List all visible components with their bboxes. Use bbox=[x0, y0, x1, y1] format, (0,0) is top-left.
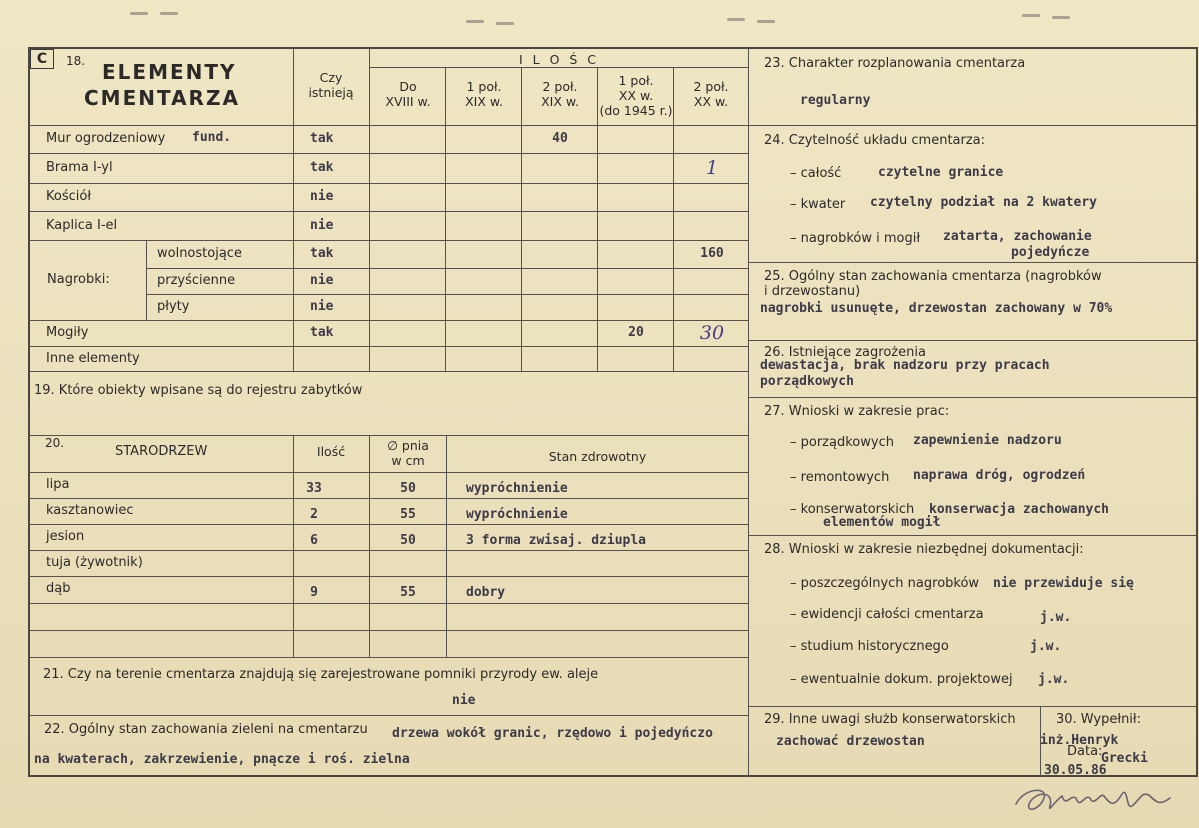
rule bbox=[28, 715, 748, 716]
form-title-line1: ELEMENTY bbox=[102, 60, 237, 84]
element-quantity: 40 bbox=[552, 131, 568, 146]
q23-label: 23. Charakter rozplanowania cmentarza bbox=[764, 56, 1026, 71]
rule bbox=[146, 294, 748, 295]
q27-item-3-label: – konserwatorskich bbox=[790, 502, 915, 517]
tree-name: tuja (żywotnik) bbox=[46, 555, 143, 570]
q25-label-1: 25. Ogólny stan zachowania cmentarza (nagrobków bbox=[764, 269, 1102, 284]
header-exists-1: Czy bbox=[319, 70, 343, 85]
element-exists: nie bbox=[310, 273, 334, 288]
element-label: Mogiły bbox=[46, 325, 89, 340]
rule bbox=[28, 153, 748, 154]
element-quantity: 20 bbox=[628, 325, 644, 340]
q28-item-4-label: – ewentualnie dokum. projektowej bbox=[790, 672, 1013, 687]
q27-item-1-label: – porządkowych bbox=[790, 435, 894, 450]
q28-item-2-answer: j.w. bbox=[1040, 610, 1072, 625]
q27-item-2-answer: naprawa dróg, ogrodzeń bbox=[913, 468, 1086, 483]
period-5-a: 2 poł. bbox=[693, 79, 729, 94]
tree-count: 2 bbox=[310, 507, 318, 522]
trees-diam-header-1: ∅ pnia bbox=[387, 438, 429, 453]
q25-label-2: i drzewostanu) bbox=[764, 284, 861, 299]
q22-answer-line1: drzewa wokół granic, rzędowo i pojedyńczo bbox=[392, 726, 713, 741]
tree-diameter: 55 bbox=[400, 507, 416, 522]
rule bbox=[28, 630, 748, 631]
element-label: wolnostojące bbox=[157, 246, 242, 261]
element-exists: tak bbox=[310, 246, 334, 261]
q25-answer: nagrobki usunuęte, drzewostan zachowany w 70% bbox=[760, 301, 1113, 316]
q28-item-3-answer: j.w. bbox=[1030, 639, 1062, 654]
element-exists: nie bbox=[310, 189, 334, 204]
section-badge: C bbox=[30, 49, 54, 69]
tree-diameter: 50 bbox=[400, 533, 416, 548]
rule bbox=[28, 435, 748, 436]
tree-name: dąb bbox=[46, 581, 71, 596]
q27-item-1-answer: zapewnienie nadzoru bbox=[913, 433, 1062, 448]
tree-name: lipa bbox=[46, 477, 70, 492]
q20-number: 20. bbox=[45, 436, 65, 450]
q23-answer: regularny bbox=[800, 93, 871, 108]
q28-label: 28. Wnioski w zakresie niezbędnej dokumentacji: bbox=[764, 542, 1084, 557]
q24-item-2-answer: czytelny podział na 2 kwatery bbox=[870, 195, 1097, 210]
col-divider bbox=[293, 49, 294, 371]
punch-mark bbox=[130, 12, 148, 15]
punch-mark bbox=[496, 22, 514, 25]
rule bbox=[748, 397, 1198, 398]
q26-label: 26. Istniejące zagrożenia bbox=[764, 345, 926, 360]
q24-item-3-answer-2: pojedyńcze bbox=[1011, 245, 1090, 260]
period-4-c: (do 1945 r.) bbox=[599, 103, 673, 118]
rule bbox=[28, 603, 748, 604]
rule bbox=[28, 498, 748, 499]
punch-mark bbox=[1022, 14, 1040, 17]
tree-count: 6 bbox=[310, 533, 318, 548]
q21-answer: nie bbox=[452, 693, 476, 708]
rule bbox=[28, 211, 748, 212]
q19-label: 19. Które obiekty wpisane są do rejestru zabytków bbox=[34, 383, 363, 398]
q27-item-3-answer-2: elementów mogił bbox=[823, 515, 941, 530]
punch-mark bbox=[757, 20, 775, 23]
q28-item-2-label: – ewidencji całości cmentarza bbox=[790, 607, 984, 622]
punch-mark bbox=[1052, 16, 1070, 19]
q24-item-2-label: – kwater bbox=[790, 197, 846, 212]
element-note: fund. bbox=[192, 130, 232, 145]
element-quantity: 30 bbox=[699, 322, 725, 344]
rule bbox=[748, 706, 1198, 707]
rule bbox=[28, 472, 748, 473]
q24-item-1-answer: czytelne granice bbox=[878, 165, 1004, 180]
rule bbox=[28, 371, 748, 372]
rule bbox=[748, 340, 1198, 341]
trees-diam-header-2: w cm bbox=[391, 453, 425, 468]
q24-item-3-label: – nagrobków i mogił bbox=[790, 231, 921, 246]
rule bbox=[370, 67, 748, 68]
element-exists: tak bbox=[310, 131, 334, 146]
trees-count-header: Ilość bbox=[316, 444, 346, 459]
element-exists: nie bbox=[310, 299, 334, 314]
tree-name: jesion bbox=[46, 529, 85, 544]
q30-label: 30. Wypełnił: bbox=[1056, 712, 1141, 727]
rule bbox=[28, 346, 748, 347]
rule bbox=[28, 550, 748, 551]
q21-label: 21. Czy na terenie cmentarza znajdują się zarejestrowane pomniki przyrody ew. aleje bbox=[43, 667, 599, 682]
rule bbox=[28, 240, 748, 241]
q29-answer: zachować drzewostan bbox=[776, 734, 925, 749]
tombstones-group-label: Nagrobki: bbox=[47, 272, 110, 287]
punch-mark bbox=[466, 20, 484, 23]
col-divider bbox=[521, 67, 522, 371]
col-divider bbox=[146, 240, 147, 320]
period-4-a: 1 poł. bbox=[618, 73, 654, 88]
element-label: Kościół bbox=[46, 189, 92, 204]
q26-answer-2: porządkowych bbox=[760, 374, 854, 389]
rule bbox=[146, 268, 748, 269]
period-5-b: XX w. bbox=[693, 94, 729, 109]
rule bbox=[748, 262, 1198, 263]
q22-label: 22. Ogólny stan zachowania zieleni na cmentarzu bbox=[44, 722, 368, 737]
tree-name: kasztanowiec bbox=[46, 503, 134, 518]
rule bbox=[28, 657, 748, 658]
element-exists: tak bbox=[310, 325, 334, 340]
q30-date-label: Data: bbox=[1067, 744, 1103, 759]
q30-date: 30.05.86 bbox=[1044, 763, 1107, 778]
element-exists: nie bbox=[310, 217, 334, 233]
element-quantity: 160 bbox=[700, 246, 724, 261]
header-exists-2: istnieją bbox=[308, 85, 354, 100]
trees-title: STARODRZEW bbox=[115, 444, 208, 459]
period-4-b: XX w. bbox=[618, 88, 654, 103]
rule bbox=[28, 183, 748, 184]
tree-diameter: 55 bbox=[400, 585, 416, 600]
period-2-b: XIX w. bbox=[465, 94, 503, 109]
q27-label: 27. Wnioski w zakresie prac: bbox=[764, 404, 950, 419]
period-2-a: 1 poł. bbox=[466, 79, 502, 94]
signature bbox=[1010, 780, 1185, 820]
period-1-a: Do bbox=[399, 79, 417, 94]
q24-label: 24. Czytelność układu cmentarza: bbox=[764, 133, 986, 148]
period-3-b: XIX w. bbox=[541, 94, 579, 109]
q26-answer-1: dewastacja, brak nadzoru przy pracach bbox=[760, 358, 1050, 373]
trees-health-header: Stan zdrowotny bbox=[548, 449, 647, 464]
element-quantity: 1 bbox=[705, 157, 719, 179]
rule bbox=[28, 524, 748, 525]
q30-filled-by: inż.Henryk bbox=[1040, 733, 1119, 748]
tree-health: wypróchnienie bbox=[466, 507, 568, 522]
q28-item-1-label: – poszczególnych nagrobków bbox=[790, 576, 980, 591]
tree-count: 9 bbox=[310, 585, 318, 600]
q29-label: 29. Inne uwagi służb konserwatorskich bbox=[764, 712, 1016, 727]
q30-surname: Grecki bbox=[1101, 751, 1148, 766]
tree-health: wypróchnienie bbox=[466, 481, 568, 496]
q27-item-3-answer: konserwacja zachowanych bbox=[929, 502, 1110, 517]
section-number: 18. bbox=[66, 54, 86, 68]
element-label: Kaplica I-el bbox=[46, 217, 118, 233]
element-label: Brama I-yl bbox=[46, 160, 113, 175]
punch-mark bbox=[727, 18, 745, 21]
element-label: przyścienne bbox=[157, 273, 236, 288]
rule bbox=[748, 125, 1198, 126]
col-divider bbox=[445, 67, 446, 371]
period-1-b: XVIII w. bbox=[385, 94, 431, 109]
tree-health: 3 forma zwisaj. dziupla bbox=[466, 533, 647, 548]
element-exists: tak bbox=[310, 160, 334, 175]
rule bbox=[748, 535, 1198, 536]
element-label: płyty bbox=[157, 299, 190, 314]
rule bbox=[28, 320, 748, 321]
punch-mark bbox=[160, 12, 178, 15]
q28-item-3-label: – studium historycznego bbox=[790, 639, 949, 654]
q22-answer-line2: na kwaterach, zakrzewienie, pnącze i roś. zielna bbox=[34, 752, 410, 767]
q28-item-1-answer: nie przewiduje się bbox=[993, 576, 1134, 591]
tree-health: dobry bbox=[466, 585, 506, 600]
element-label: Mur ogrodzeniowy bbox=[46, 131, 166, 146]
q28-item-4-answer: j.w. bbox=[1038, 672, 1070, 687]
q24-item-3-answer: zatarta, zachowanie bbox=[943, 229, 1092, 244]
tree-count: 33 bbox=[306, 481, 322, 496]
col-divider bbox=[446, 435, 447, 657]
header-quantity: I L O Ś C bbox=[518, 52, 600, 67]
q24-item-1-label: – całość bbox=[790, 166, 842, 181]
rule bbox=[28, 576, 748, 577]
tree-diameter: 50 bbox=[400, 481, 416, 496]
q27-item-2-label: – remontowych bbox=[790, 470, 890, 485]
element-label: Inne elementy bbox=[46, 350, 140, 366]
period-3-a: 2 poł. bbox=[542, 79, 578, 94]
form-title-line2: CMENTARZA bbox=[84, 86, 240, 110]
rule bbox=[28, 125, 748, 126]
